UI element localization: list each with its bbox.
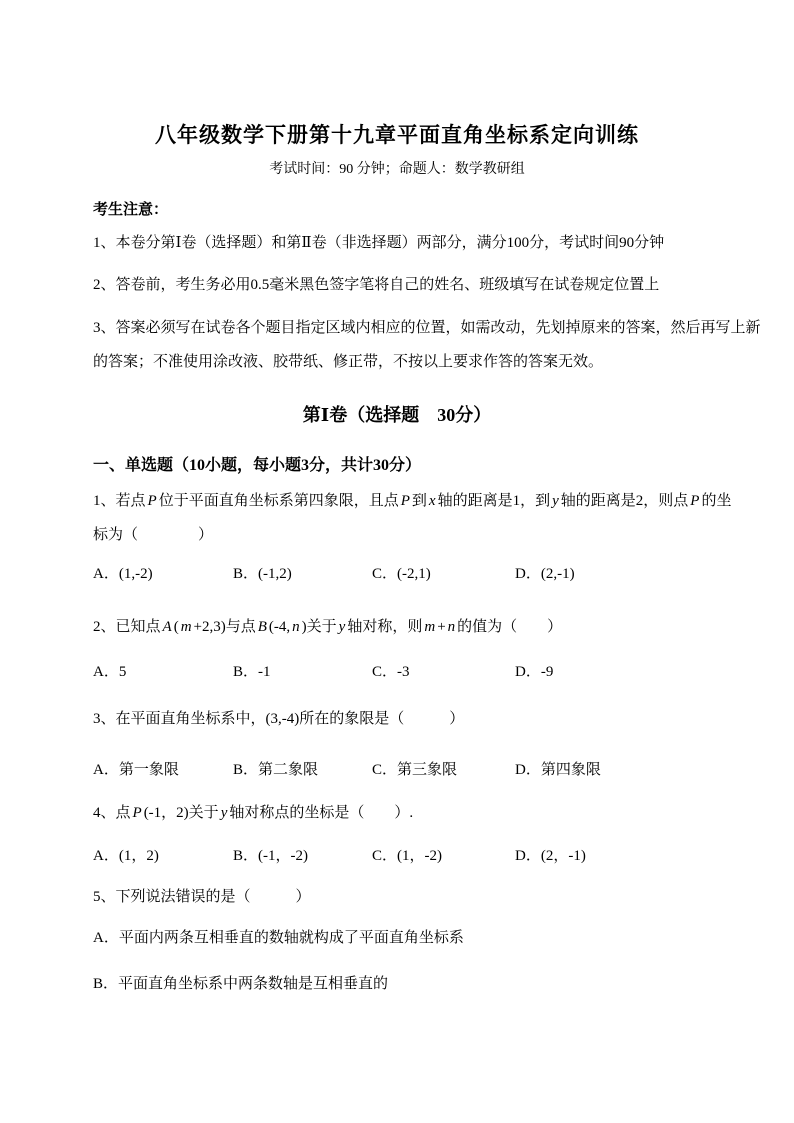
question-2-option-b: B．-1	[233, 664, 271, 680]
question-3-stem: 3、在平面直角坐标系中，(3,-4)所在的象限是（ ）	[93, 711, 465, 727]
question-3-option-b: B．第二象限	[233, 762, 319, 778]
question-4-options	[93, 846, 586, 866]
question-3-options	[93, 760, 601, 780]
section-1-heading: 第Ⅰ卷（选择题 30分）	[302, 405, 492, 425]
notice-heading: 考生注意：	[93, 202, 169, 218]
question-1-stem: 1、若点 P 位于平面直角坐标系第四象限，且点 P 到 x 轴的距离是1，到 y 轴的距离是2，则点 P 的坐 标为（ ）	[93, 493, 732, 543]
question-2-option-a: A．5	[93, 664, 127, 680]
subsection-heading: 一、单选题（10小题，每小题3分，共计30分）	[93, 457, 422, 474]
question-4-option-d: D．(2，-1)	[515, 848, 586, 864]
question-4-option-a: A．(1，2)	[93, 848, 159, 864]
question-1-option-c: C．(-2,1)	[372, 566, 431, 582]
question-4-option-b: B．(-1，-2)	[233, 848, 308, 864]
question-4-option-c: C．(1，-2)	[372, 848, 442, 864]
question-3-option-a: A．第一象限	[93, 762, 179, 778]
question-2-options	[93, 662, 553, 682]
question-3-option-c: C．第三象限	[372, 762, 458, 778]
question-2-option-d: D．-9	[515, 664, 554, 680]
question-1-option-d: D．(2,-1)	[515, 566, 575, 582]
question-2-option-c: C．-3	[372, 664, 410, 680]
question-1-option-b: B．(-1,2)	[233, 566, 292, 582]
notice-item-1: 1、本卷分第Ⅰ卷（选择题）和第Ⅱ卷（非选择题）两部分，满分100分，考试时间90分钟	[93, 235, 665, 251]
notice-item-2: 2、答卷前，考生务必用0.5毫米黑色签字笔将自己的姓名、班级填写在试卷规定位置上	[93, 277, 660, 293]
question-4-stem: 4、点 P (-1，2)关于 y 轴对称点的坐标是（ ）.	[93, 805, 414, 821]
notice-item-3: 3、答案必须写在试卷各个题目指定区域内相应的位置，如需改动，先划掉原来的答案，然后再写上新 的答案；不准使用涂改液、胶带纸、修正带，不按以上要求作答的答案无效。	[93, 320, 761, 370]
question-2-stem: 2、已知点 A ( m +2,3)与点 B (-4, n )关于 y 轴对称，则 m + n 的值为（ ）	[93, 619, 563, 635]
question-1-options	[93, 564, 575, 584]
question-5-option-b: B．平面直角坐标系中两条数轴是互相垂直的	[93, 976, 389, 992]
question-5-option-a: A．平面内两条互相垂直的数轴就构成了平面直角坐标系	[93, 930, 464, 946]
question-1-option-a: A．(1,-2)	[93, 566, 153, 582]
question-3-option-d: D．第四象限	[515, 762, 601, 778]
page-title: 八年级数学下册第十九章平面直角坐标系定向训练	[155, 123, 639, 147]
exam-meta-line: 考试时间：90 分钟；命题人：数学教研组	[269, 162, 525, 177]
question-5-stem: 5、下列说法错误的是（ ）	[93, 889, 311, 905]
